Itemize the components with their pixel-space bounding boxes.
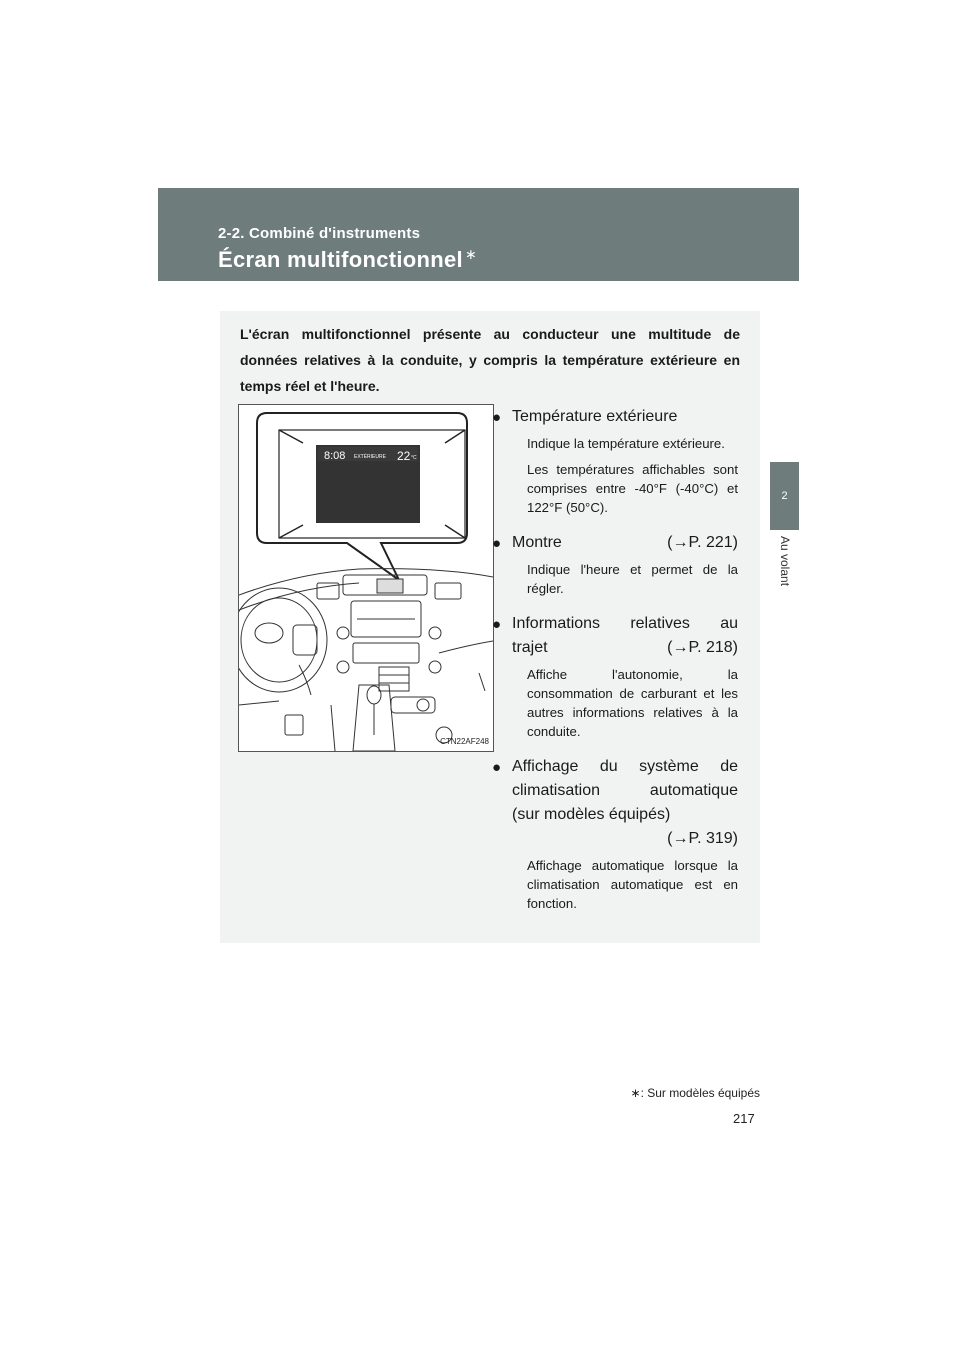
feature-list: [492, 405, 738, 927]
item-title: [492, 405, 738, 429]
display-time: 8:08: [324, 450, 346, 462]
page-reference: (→P. 221): [667, 534, 738, 551]
item-title-text: (sur modèles équipés): [512, 806, 671, 823]
bullet-icon: ●: [492, 616, 502, 633]
content-box: [220, 311, 760, 943]
page-number: 217: [733, 1111, 755, 1126]
item-title-text: Température extérieure: [512, 408, 678, 425]
item-body: [492, 560, 738, 598]
item-paragraph: Indique la température extérieure.: [527, 436, 725, 451]
item-paragraph: Indique l'heure et permet de la régler.: [527, 562, 738, 596]
figure-code: CTN22AF248: [440, 737, 489, 746]
page-title: [218, 246, 477, 273]
bullet-icon: ●: [492, 535, 502, 552]
item-title: [492, 755, 738, 779]
item-title-text: Affichage du système de: [512, 758, 738, 775]
item-title-text: climatisation automatique: [512, 782, 738, 799]
display-unit: °C: [411, 455, 417, 461]
item-title-text: Informations relatives au: [512, 615, 738, 632]
dashboard-drawing: [239, 405, 493, 751]
intro-text: L'écran multifonctionnel présente au conducteur une multitude de données relatives à la conduite, y compris la température extérieure en temps réel et l'heure.: [240, 326, 740, 394]
page-reference: (→P. 319): [667, 830, 738, 847]
item-paragraph: Affiche l'autonomie, la consommation de carburant et les autres informations relatives à la conduite.: [527, 667, 738, 739]
item-title: [492, 531, 738, 555]
item-title-line: [492, 803, 738, 827]
title-asterisk: ∗: [464, 246, 477, 262]
display-temperature: 22: [397, 449, 411, 463]
chapter-tab: 2: [770, 462, 799, 530]
item-title-line: [492, 779, 738, 803]
header-band: [158, 188, 799, 281]
item-title: [492, 612, 738, 636]
item-body: [492, 856, 738, 913]
list-item: [492, 531, 738, 598]
list-item: [492, 755, 738, 913]
bullet-icon: ●: [492, 759, 502, 776]
list-item: [492, 612, 738, 741]
item-body: [492, 665, 738, 741]
footnote: ∗: Sur modèles équipés: [630, 1086, 760, 1100]
bullet-icon: ●: [492, 409, 502, 426]
section-label: 2-2. Combiné d'instruments: [218, 225, 421, 242]
item-title-text: Montre: [512, 534, 562, 551]
page-reference: (→P. 218): [667, 639, 738, 656]
display-label: EXTÉRIEURE: [354, 454, 386, 460]
item-body: [492, 434, 738, 517]
dashboard-illustration: [238, 404, 494, 752]
chapter-name: Au volant: [778, 536, 792, 587]
item-title-text: trajet: [512, 639, 548, 656]
page-title-text: Écran multifonctionnel: [218, 247, 463, 272]
item-title-line: [492, 636, 738, 660]
list-item: [492, 405, 738, 517]
item-paragraph: Affichage automatique lorsque la climatisation automatique est en fonction.: [527, 858, 738, 911]
item-paragraph: Les températures affichables sont comprises entre -40°F (-40°C) et 122°F (50°C).: [527, 462, 738, 515]
